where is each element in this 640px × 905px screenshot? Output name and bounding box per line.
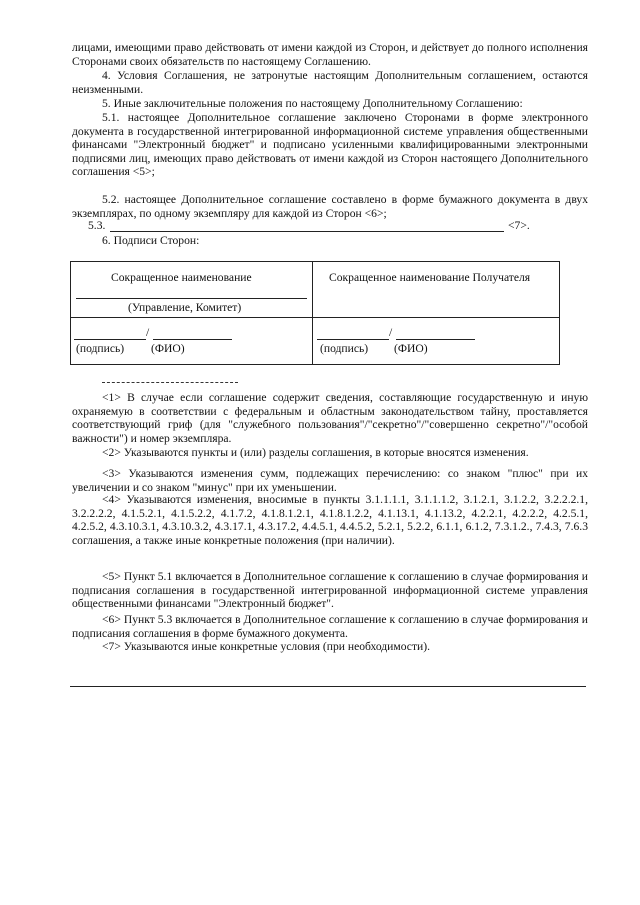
paragraph-5-3-blank-line [110, 231, 504, 232]
paragraph-5: 5. Иные заключительные положения по настоящему Дополнительному Соглашению: [102, 97, 523, 110]
left-fio-line [153, 339, 232, 340]
right-signature-line [317, 339, 389, 340]
page-bottom-rule [70, 686, 586, 687]
footnote-1: <1> В случае если соглашение содержит сведения, составляющие государственную и иную охраняемую в соответствии с федеральным и областным законодательством тайну, проставляется соответствующий гриф (для "служебного пользования"/"секретно"/"совершенно секретно"/"особой важности") и номер экземпляра. [72, 391, 588, 445]
footnote-6: <6> Пункт 5.3 включается в Дополнительное соглашение к соглашению в случае формирования и подписания соглашения в форме бумажного документа. [72, 613, 588, 640]
footnote-separator-text [102, 372, 226, 385]
right-signature-label: (подпись) [320, 342, 369, 355]
table-vertical-divider [312, 262, 313, 364]
left-signature-label: (подпись) [76, 342, 125, 355]
footnote-3: <3> Указываются изменения сумм, подлежащих перечислению: со знаком "плюс" при их увеличении и со знаком "минус" при их уменьшении. [72, 467, 588, 494]
left-fio-label: (ФИО) [151, 342, 185, 355]
signatures-table [70, 261, 560, 365]
table-horizontal-divider [71, 317, 559, 318]
footnote-4: <4> Указываются изменения, вносимые в пункты 3.1.1.1.1, 3.1.1.1.2, 3.1.2.1, 3.1.2.2, 3.2.2.2.1, 3.2.2.2.2, 4.1.5.2.1, 4.1.5.2.2, 4.1.7.2, 4.1.8.1.2.1, 4.1.8.1.2.2, 4.1.13.1, 4.1.13.2, 4.2.2.1, 4.2.2.2, 4.2.5.1, 4.2.5.2, 4.3.10.3.1, 4.3.10.3.2, 4.3.17.1, 4.3.17.2, 4.4.5.1, 4.4.5.2, 5.2.1, 5.2.2, 6.1.1, 6.1.2, 7.3.1.2., 7.4.3, 7.6.3 соглашения, а также иные конкретные положения (при наличии). [72, 493, 588, 547]
paragraph-validity: лицами, имеющими право действовать от имени каждой из Сторон, и действует до полного исполнения Сторонами своих обязательств по настоящему Соглашению. [72, 41, 588, 68]
footnote-7: <7> Указываются иные конкретные условия (при необходимости). [102, 640, 430, 653]
right-signature-slash: / [389, 326, 393, 339]
right-fio-line [396, 339, 475, 340]
left-party-subtitle: (Управление, Комитет) [128, 301, 242, 314]
left-party-name-line [76, 298, 307, 299]
paragraph-4: 4. Условия Соглашения, не затронутые настоящим Дополнительным соглашением, остаются неизменными. [72, 69, 588, 96]
right-party-title: Сокращенное наименование Получателя [329, 271, 531, 284]
left-party-title: Сокращенное наименование [111, 271, 252, 284]
paragraph-5-3-footnote-ref: <7>. [508, 219, 530, 232]
paragraph-5-2: 5.2. настоящее Дополнительное соглашение составлено в форме бумажного документа в двух экземплярах, по одному экземпляру для каждой из Сторон <6>; [72, 193, 588, 220]
right-fio-label: (ФИО) [394, 342, 428, 355]
footnote-2: <2> Указываются пункты и (или) разделы соглашения, в которые вносятся изменения. [102, 446, 529, 459]
left-signature-slash: / [146, 326, 150, 339]
footnote-5: <5> Пункт 5.1 включается в Дополнительное соглашение к соглашению в случае формирования и подписания соглашения в государственной интегрированной информационной системе управления общественными финансами "Электронный бюджет". [72, 570, 588, 611]
paragraph-5-1: 5.1. настоящее Дополнительное соглашение заключено Сторонами в форме электронного документа в государственной интегрированной информационной системе управления общественными финансами "Электронный бюджет" и подписано усиленными квалифицированными электронными подписями лиц, имеющих право действовать от имени каждой из Сторон настоящего Дополнительного соглашения <5>; [72, 111, 588, 179]
left-signature-line [74, 339, 146, 340]
paragraph-5-3-label: 5.3. [88, 219, 106, 232]
paragraph-6: 6. Подписи Сторон: [102, 234, 200, 247]
